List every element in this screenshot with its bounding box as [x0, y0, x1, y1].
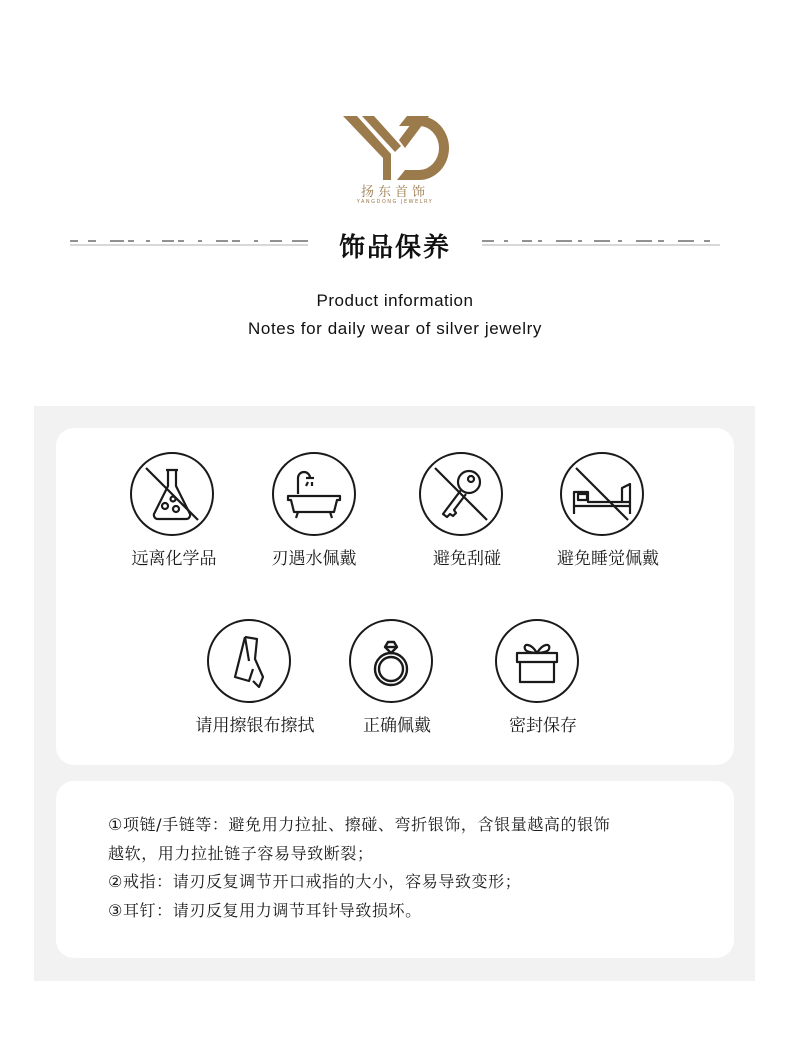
ring-icon: [349, 619, 433, 703]
note-line: 越软，用力拉扯链子容易导致断裂；: [108, 843, 374, 863]
care-item-label: 请用擦银布擦拭: [195, 716, 315, 736]
bed-icon: [560, 452, 644, 536]
decorative-dash-right: [482, 237, 720, 247]
intro-line-2: Notes for daily wear of silver jewelry: [248, 319, 542, 338]
intro-line-1: Product information: [316, 291, 474, 310]
key-icon: [419, 452, 503, 536]
care-item-label: 正确佩戴: [363, 716, 431, 736]
care-item-label: 密封保存: [509, 716, 577, 736]
brand-name-en: YANGDONG JEWELRY: [356, 199, 434, 205]
care-item-label: 远离化学品: [131, 549, 217, 569]
care-item-label: 刃遇水佩戴: [271, 549, 357, 569]
care-item-label: 避免睡觉佩戴: [557, 549, 659, 569]
care-notes: [108, 811, 708, 925]
note-line: ③耳钉：请刃反复用力调节耳针导致损坏。: [108, 900, 422, 920]
cloth-icon: [207, 619, 291, 703]
note-line: ②戒指：请刃反复调节开口戒指的大小，容易导致变形；: [108, 872, 522, 891]
chemical-flask-icon: [130, 452, 214, 536]
gift-box-icon: [495, 619, 579, 703]
care-item-label: 避免刮碰: [433, 549, 501, 569]
brand-name-cn: 扬东首饰: [360, 185, 429, 200]
page-title: 饰品保养: [338, 233, 451, 263]
note-line: ①项链/手链等：避免用力拉扯、擦碰、弯折银饰，含银量越高的银饰: [108, 815, 611, 834]
bathtub-shower-icon: [272, 452, 356, 536]
